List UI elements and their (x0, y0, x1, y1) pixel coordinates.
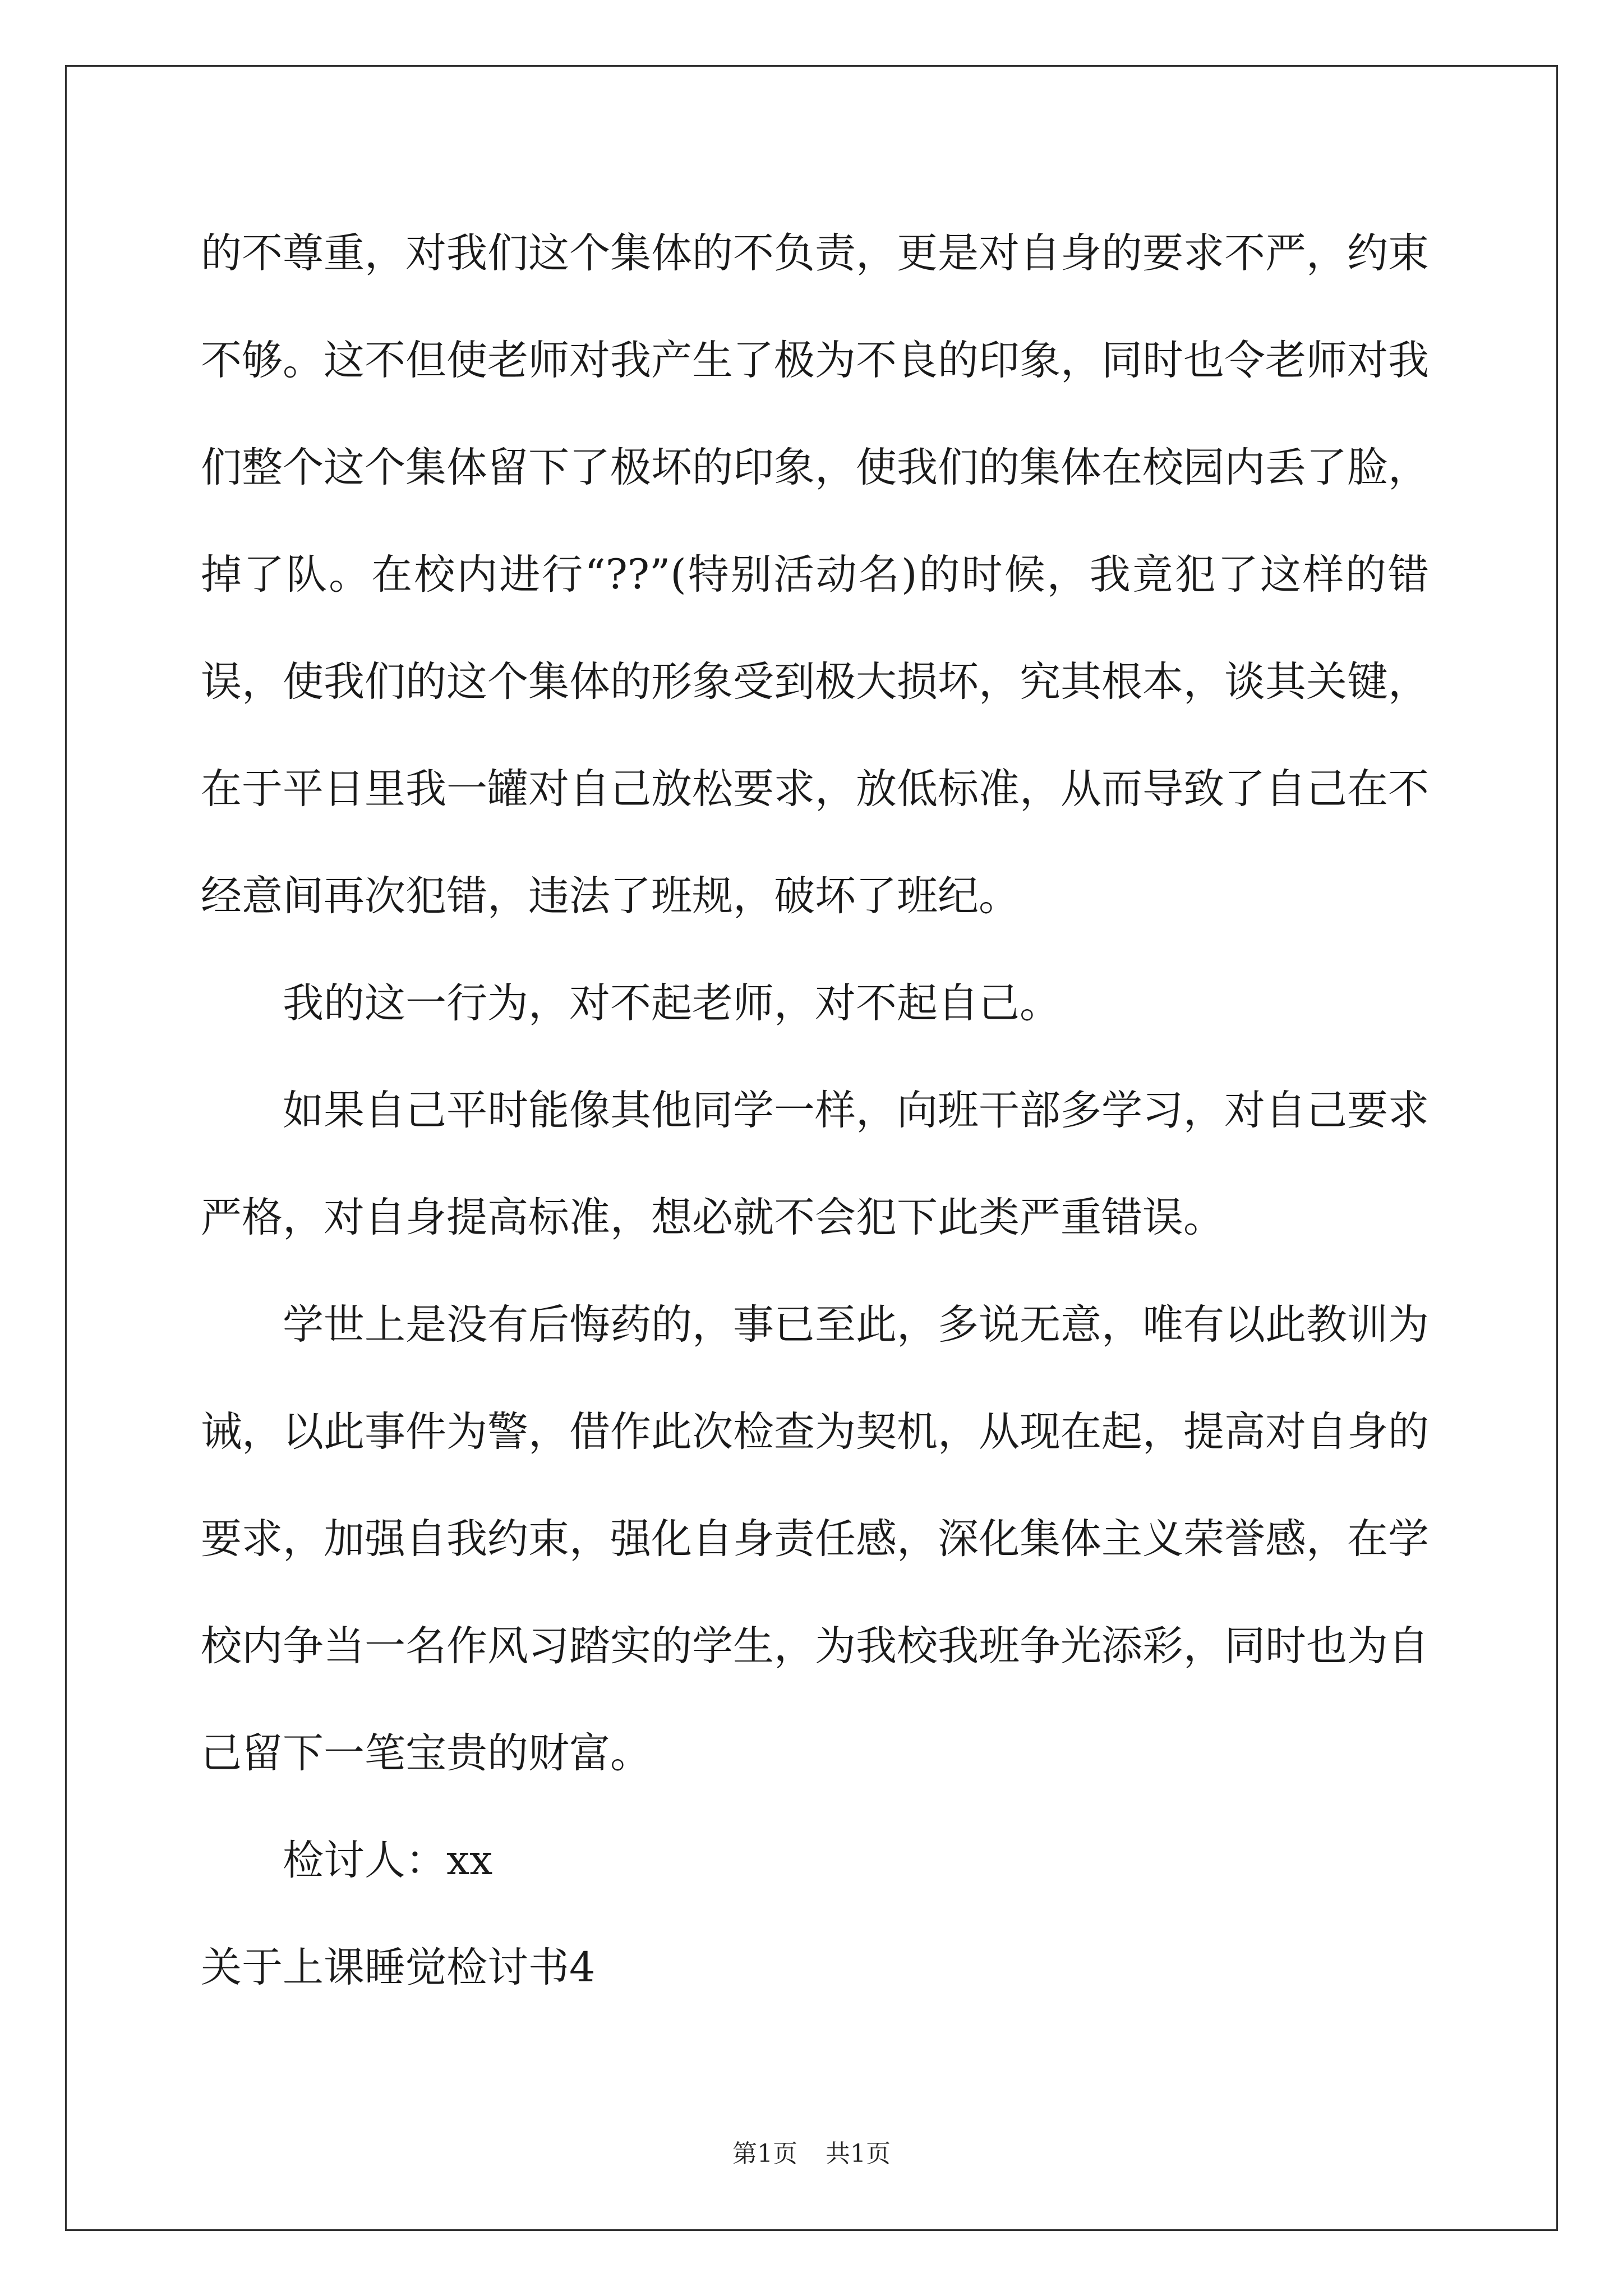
signature-line: 检讨人：xx (283, 1837, 493, 1884)
paragraph-1: 的不尊重，对我们这个集体的不负责，更是对自身的要求不严，约束不够。这不但使老师对我产生了极为不良的印象，同时也令老师对我们整个这个集体留下了极坏的印象，使我们的集体在校园内丢了脸，掉了队。在校内进行“??”(特别活动名)的时候，我竟犯了这样的错误，使我们的这个集体的形象受到极大损坏，究其根本，谈其关键，在于平日里我一罐对自己放松要求，放低标准，从而导致了自己在不经意间再次犯错，违法了班规，破坏了班纪。 (201, 229, 1429, 920)
paragraph-2: 我的这一行为，对不起老师，对不起自己。 (283, 979, 1061, 1027)
page-number: 第1页 (732, 2139, 797, 2168)
paragraph-4: 学世上是没有后悔药的，事已至此，多说无意，唯有以此教训为诫，以此事件为警，借作此次检查为契机，从现在起，提高对自身的要求，加强自我约束，强化自身责任感，深化集体主义荣誉感，在学校内争当一名作风习踏实的学生，为我校我班争光添彩，同时也为自己留下一笔宝贵的财富。 (201, 1301, 1429, 1777)
page-total: 共1页 (826, 2139, 891, 2168)
paragraph-3: 如果自己平时能像其他同学一样，向班干部多学习，对自己要求严格，对自身提高标准，想必就不会犯下此类严重错误。 (201, 1087, 1429, 1241)
page-footer (0, 2137, 1623, 2171)
section-heading: 关于上课睡觉检讨书4 (201, 1944, 596, 1991)
document-body (201, 200, 1429, 2021)
